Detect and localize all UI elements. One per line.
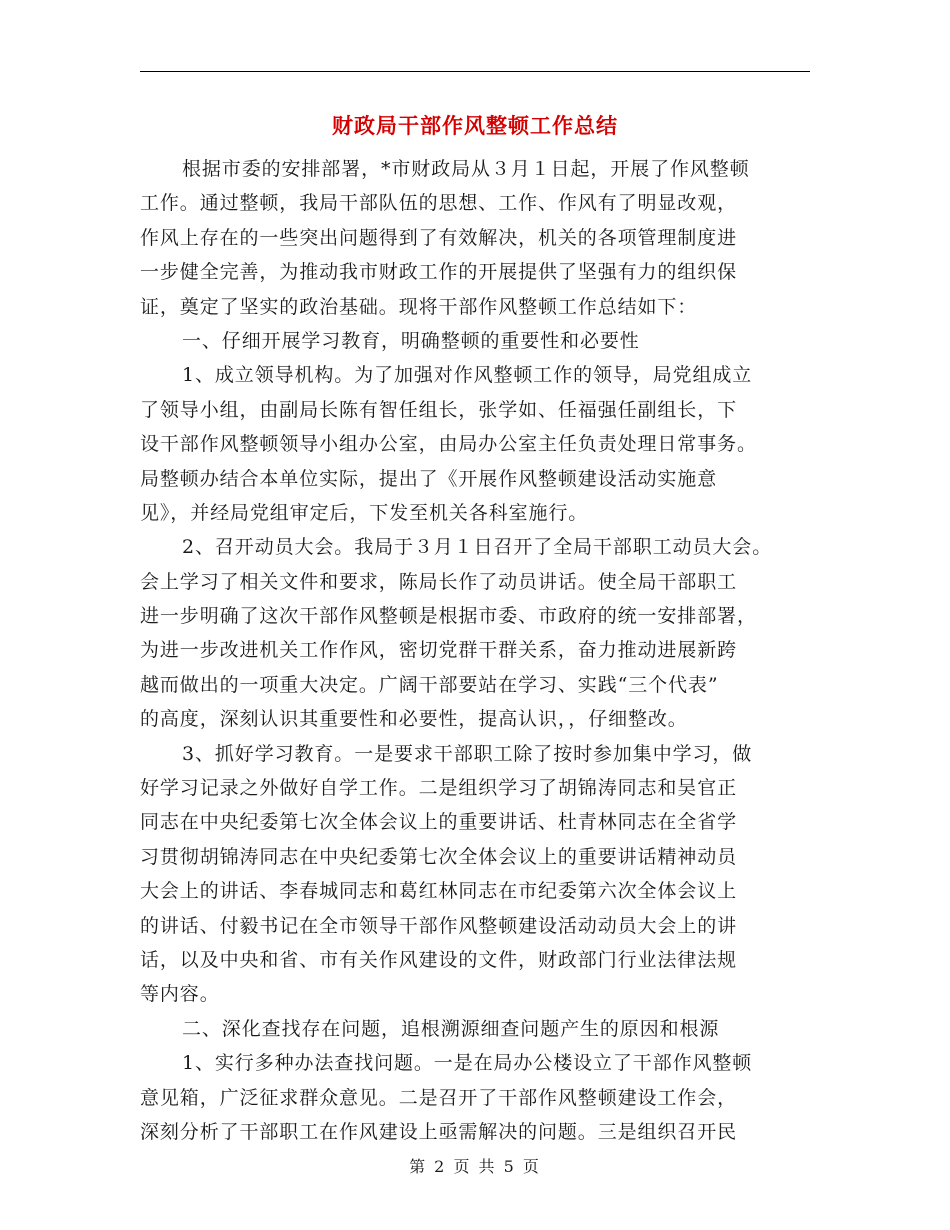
document-body: [140, 152, 810, 1149]
body-line: 会上学习了相关文件和要求，陈局长作了动员讲话。使全局干部职工: [140, 570, 738, 593]
body-line: 一步健全完善，为推动我市财政工作的开展提供了坚强有力的组织保: [140, 261, 738, 284]
body-line: 好学习记录之外做好自学工作。二是组织学习了胡锦涛同志和吴官正: [140, 777, 738, 800]
body-line: 设干部作风整顿领导小组办公室，由局办公室主任负责处理日常事务。: [140, 433, 757, 456]
body-line: 2、召开动员大会。我局于３月１日召开了全局干部职工动员大会。: [182, 536, 773, 559]
body-line: 根据市委的安排部署，*市财政局从３月１日起，开展了作风整顿: [182, 158, 750, 180]
body-line: 等内容。: [140, 983, 220, 1006]
body-line: 同志在中央纪委第七次全体会议上的重要讲话、杜青林同志在全省学: [140, 811, 738, 834]
section-heading: 二、深化查找存在问题，追根溯源细查问题产生的原因和根源: [182, 1017, 720, 1040]
body-line: 为进一步改进机关工作作风，密切党群干群关系，奋力推动进展新跨: [140, 639, 738, 662]
body-line: 越而做出的一项重大决定。广阔干部要站在学习、实践“三个代表”: [140, 673, 719, 696]
body-line: 的讲话、付毅书记在全市领导干部作风整顿建设活动动员大会上的讲: [140, 914, 738, 937]
body-line: 1、成立领导机构。为了加强对作风整顿工作的领导，局党组成立: [182, 364, 753, 387]
body-line: 见》，并经局党组审定后，下发至机关各科室施行。: [140, 501, 589, 524]
body-line: 1、实行多种办法查找问题。一是在局办公楼设立了干部作风整顿: [182, 1052, 753, 1075]
document-title: 财政局干部作风整顿工作总结: [332, 113, 618, 138]
body-line: 话，以及中央和省、市有关作风建设的文件，财政部门行业法律法规: [140, 948, 738, 971]
body-line: 证，奠定了坚实的政治基础。现将干部作风整顿工作总结如下：: [140, 295, 698, 318]
body-line: 大会上的讲话、李春城同志和葛红林同志在市纪委第六次全体会议上: [140, 880, 738, 903]
page-number: 第 2 页 共 5 页: [409, 1157, 541, 1176]
body-line: 工作。通过整顿，我局干部队伍的思想、工作、作风有了明显改观，: [140, 192, 738, 215]
section-heading: 一、仔细开展学习教育，明确整顿的重要性和必要性: [182, 329, 640, 352]
header-rule: [140, 71, 810, 72]
body-line: 深刻分析了干部职工在作风建设上亟需解决的问题。三是组织召开民: [140, 1120, 738, 1143]
body-line: 的高度，深刻认识其重要性和必要性，提高认识，，仔细整改。: [140, 708, 688, 731]
body-line: 局整顿办结合本单位实际，提出了《开展作风整顿建设活动实施意: [140, 467, 718, 490]
body-line: 进一步明确了这次干部作风整顿是根据市委、市政府的统一安排部署，: [140, 605, 757, 628]
body-line: 3、抓好学习教育。一是要求干部职工除了按时参加集中学习，做: [182, 742, 753, 765]
body-line: 习贯彻胡锦涛同志在中央纪委第七次全体会议上的重要讲话精神动员: [140, 845, 738, 868]
body-line: 意见箱，广泛征求群众意见。二是召开了干部作风整顿建设工作会，: [140, 1086, 738, 1109]
body-line: 作风上存在的一些突出问题得到了有效解决，机关的各项管理制度进: [140, 226, 738, 249]
body-line: 了领导小组，由副局长陈有智任组长，张学如、任福强任副组长，下: [140, 398, 738, 421]
